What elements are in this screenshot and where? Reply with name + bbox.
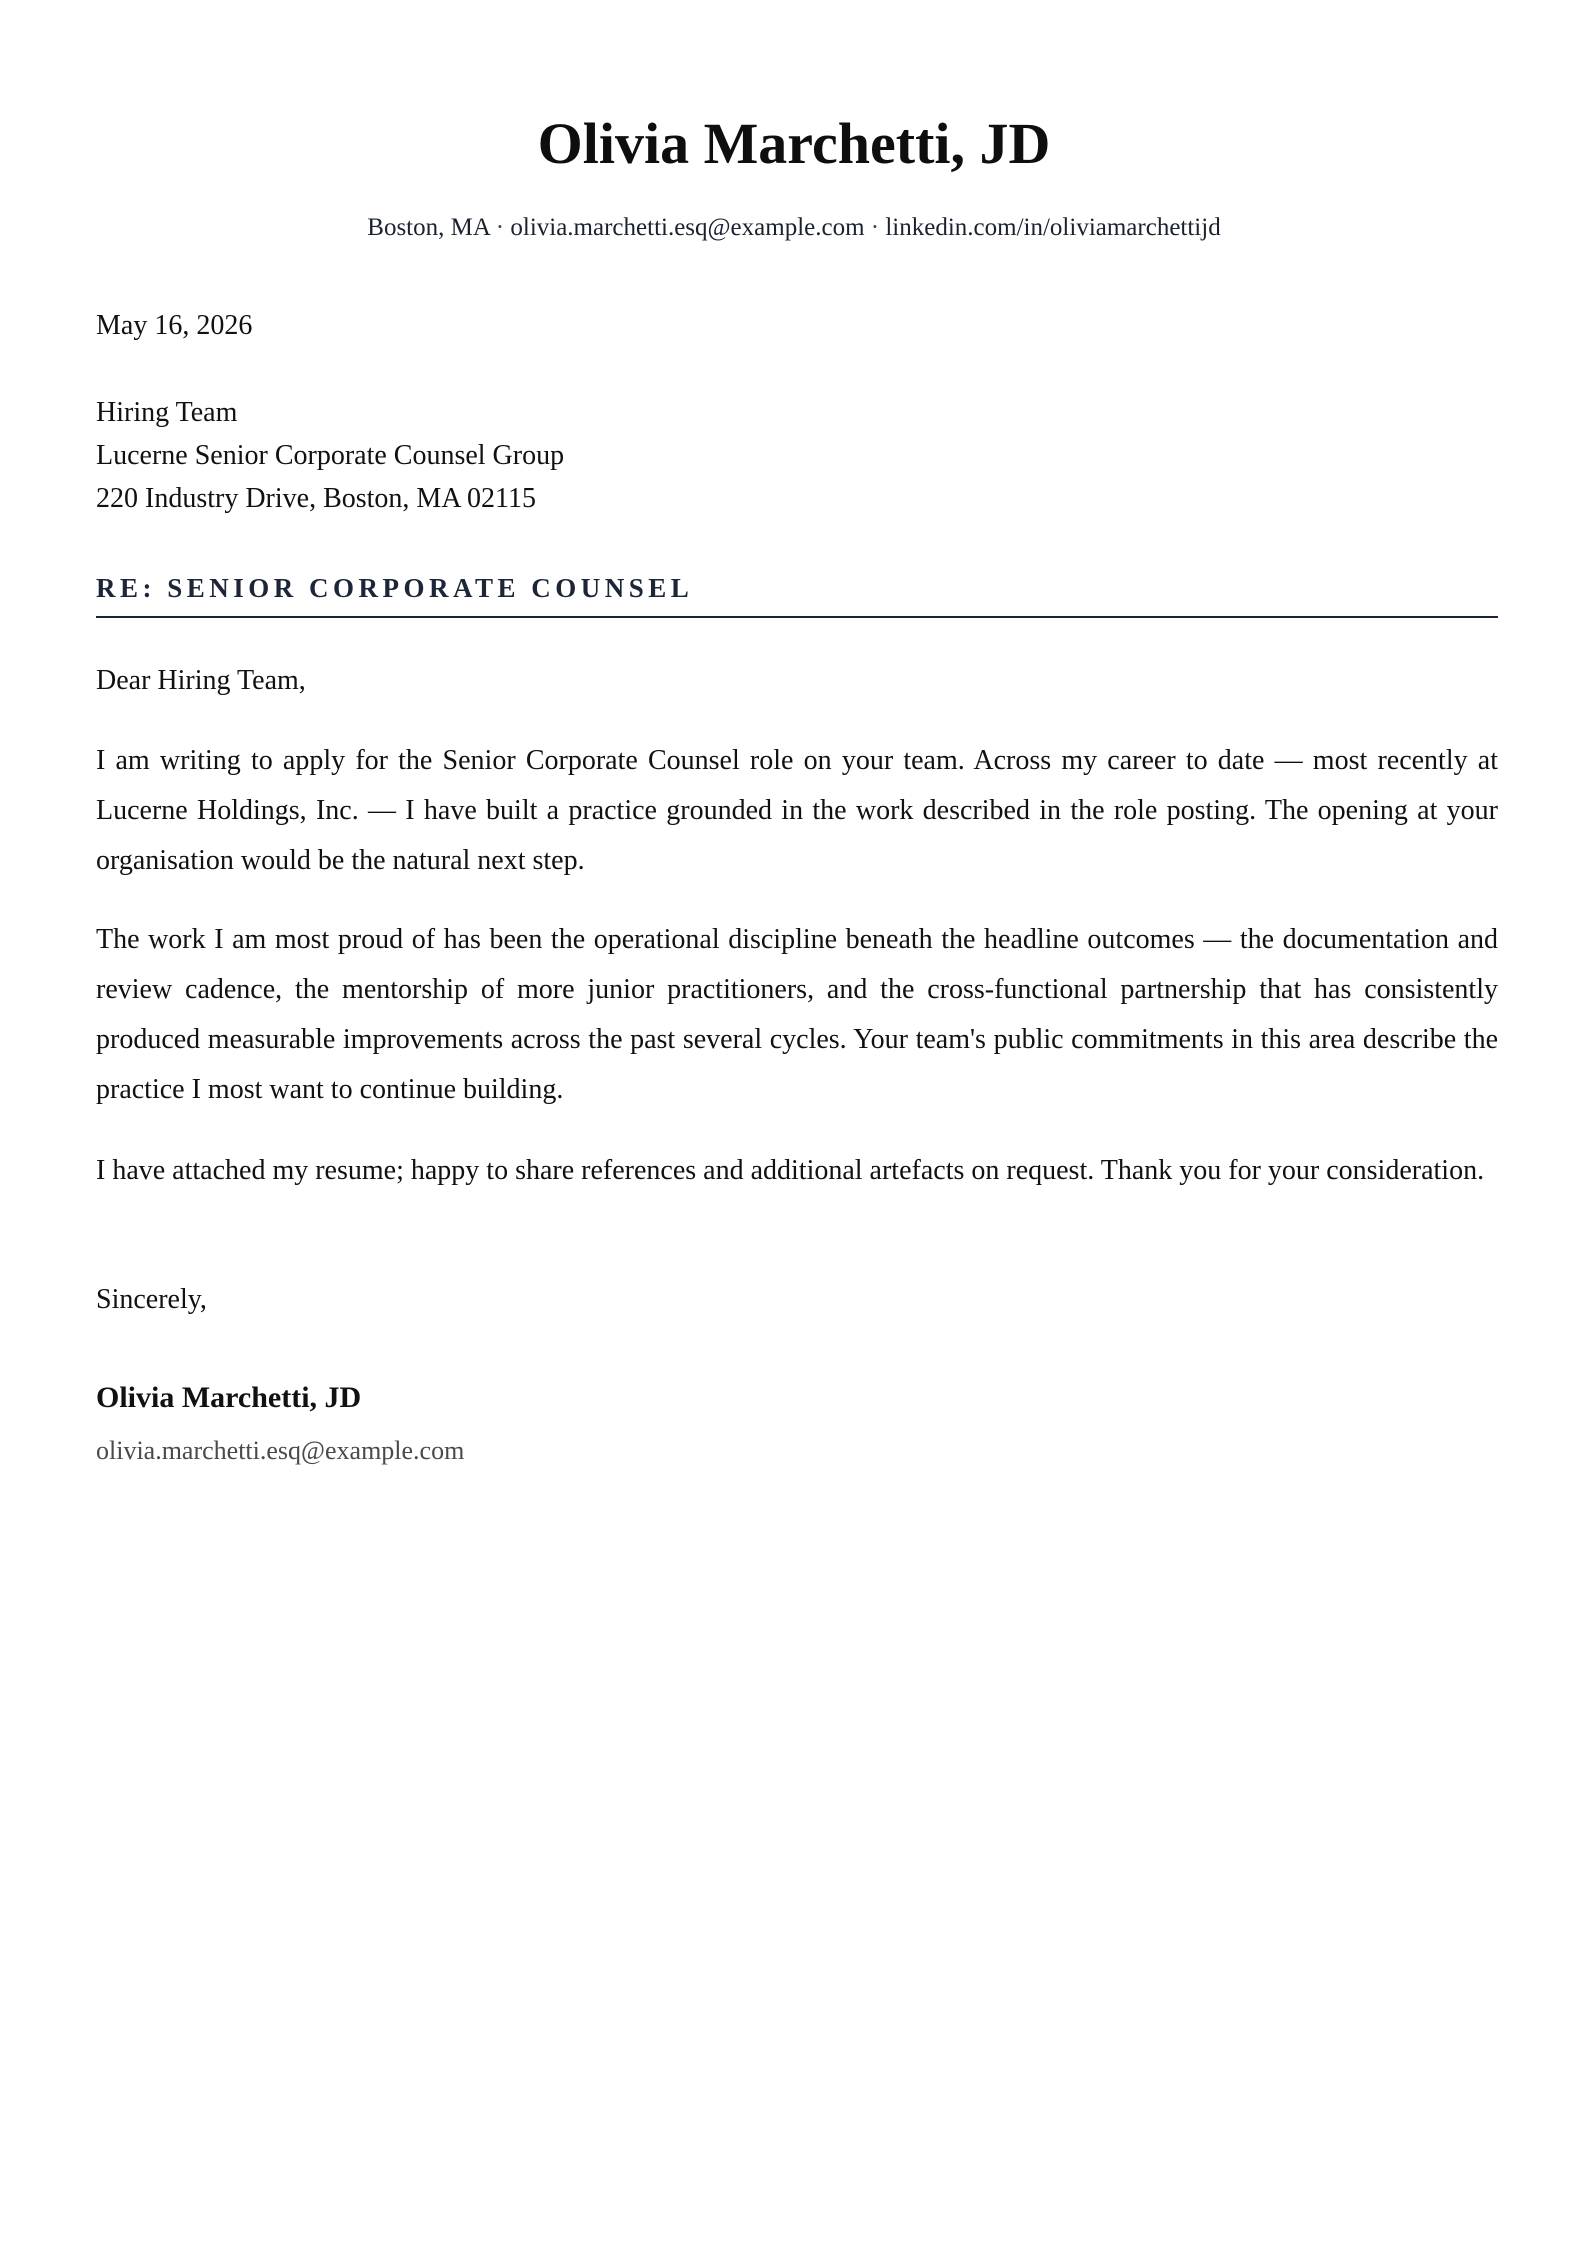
contact-separator: · [870,214,880,241]
contact-linkedin[interactable]: linkedin.com/in/oliviamarchettijd [885,214,1221,241]
signature-email[interactable]: olivia.marchetti.esq@example.com [96,1436,465,1465]
applicant-name: Olivia Marchetti, JD [537,111,1051,176]
contact-line [0,212,1588,244]
recipient-block [96,391,564,520]
closing: Sincerely, [96,1284,207,1315]
contact-email[interactable]: olivia.marchetti.esq@example.com [510,214,865,241]
subject-heading: RE: SENIOR CORPORATE COUNSEL [96,570,1498,618]
contact-separator: · [495,214,505,241]
letter-date: May 16, 2026 [96,310,253,341]
salutation: Dear Hiring Team, [96,665,306,696]
signature-name: Olivia Marchetti, JD [96,1381,362,1414]
recipient-line: Lucerne Senior Corporate Counsel Group [96,440,565,471]
body-paragraph: I have attached my resume; happy to share references and additional artefacts on request. Thank you for your consideration. [96,1155,1485,1186]
body-paragraph: The work I am most proud of has been the operational discipline beneath the headline outcomes — the documentation and review cadence, the mentorship of more junior practitioners, and the cross-functional partnership that has consistently produced measurable improvements across the past several cycles. Your team's public commitments in this area describe the practice I most want to continue building. [96,924,1498,1105]
recipient-line: 220 Industry Drive, Boston, MA 02115 [96,483,536,514]
body-paragraph: I am writing to apply for the Senior Corporate Counsel role on your team. Across my career to date — most recently at Lucerne Holdings, Inc. — I have built a practice grounded in the work described in the role posting. The opening at your organisation would be the natural next step. [96,745,1498,876]
recipient-line: Hiring Team [96,397,238,428]
contact-location: Boston, MA [367,214,490,241]
